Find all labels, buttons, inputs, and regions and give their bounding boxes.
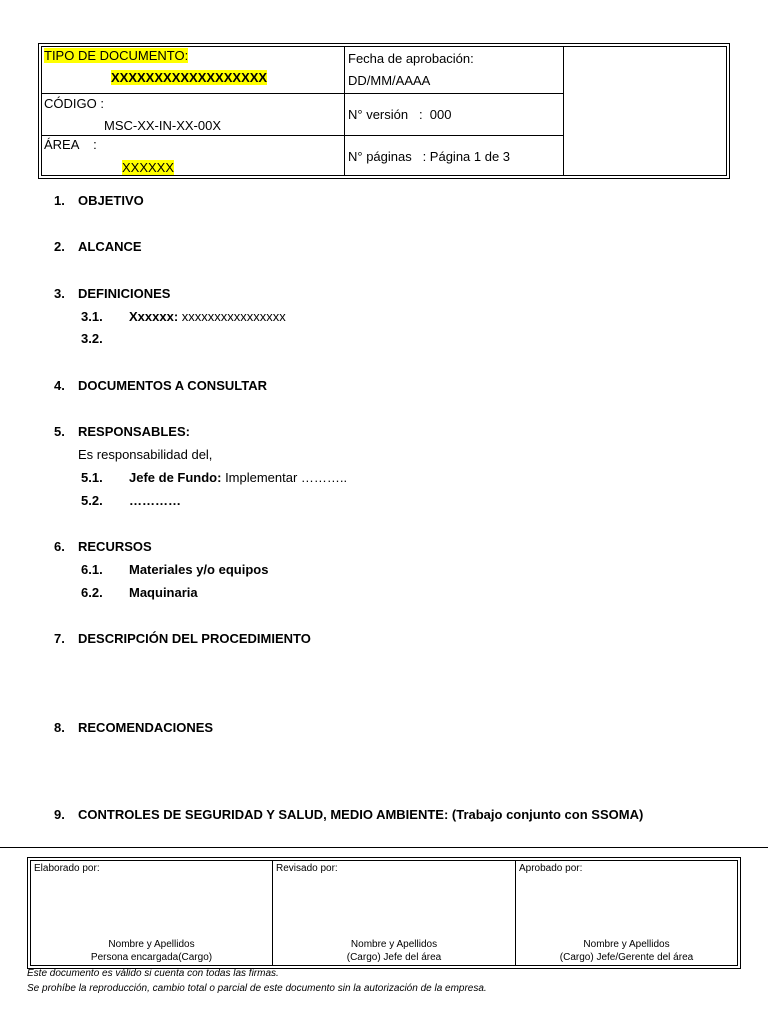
code-label: CÓDIGO :: [44, 96, 104, 111]
footer-divider: [0, 847, 768, 848]
area-label: ÁREA :: [44, 137, 97, 152]
signature-elaborado: Elaborado por: Nombre y Apellidos Persona encargada(Cargo): [34, 863, 213, 963]
page-count-field: N° páginas : Página 1 de 3: [348, 149, 511, 164]
signature-aprobado: Aprobado por: Nombre y Apellidos (Cargo) Jefe/Gerente del área: [519, 863, 694, 963]
signature-table: [27, 857, 741, 969]
responsables-intro: Es responsabilidad del,: [78, 447, 213, 462]
signature-revisado: Revisado por: Nombre y Apellidos (Cargo) Jefe del área: [276, 863, 442, 963]
document-type-label: TIPO DE DOCUMENTO:: [44, 48, 189, 63]
reproduction-note: Se prohíbe la reproducción, cambio total o parcial de este documento sin la autorización de la empresa.: [27, 983, 487, 994]
validity-note: Este documento es válido si cuenta con todas las firmas.: [27, 968, 279, 979]
approval-date-value: DD/MM/AAAA: [348, 73, 431, 88]
approval-date-label: Fecha de aprobación:: [348, 51, 474, 66]
document-type-value: XXXXXXXXXXXXXXXXXX: [111, 70, 268, 85]
version-field: N° versión : 000: [348, 107, 452, 122]
code-value: MSC-XX-IN-XX-00X: [104, 118, 222, 133]
area-value: XXXXXX: [122, 160, 175, 175]
document-header-table: [38, 43, 730, 179]
